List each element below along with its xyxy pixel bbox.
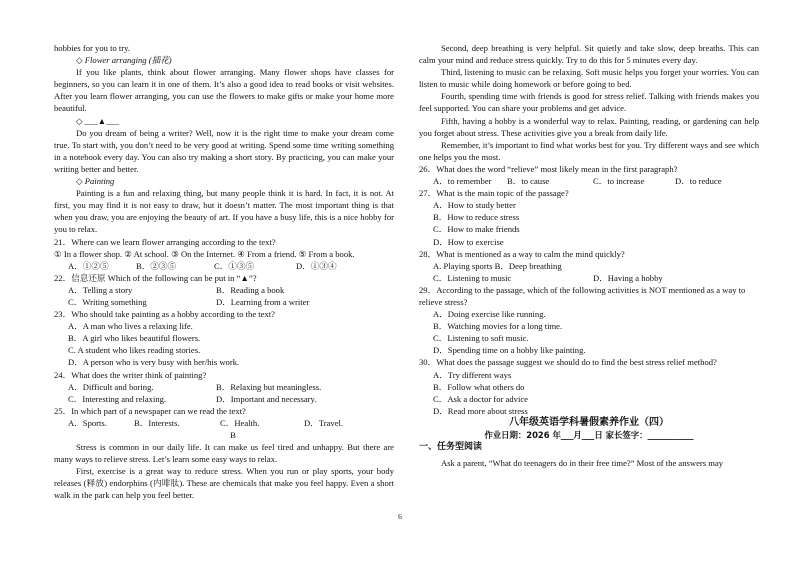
- paragraph: Ask a parent, “What do teenagers do in their free time?” Most of the answers may: [441, 458, 724, 469]
- question-24-options-row1: [54, 381, 394, 393]
- question-23: 23．Who should take painting as a hobby according to the text?: [54, 309, 275, 320]
- option-b: B．Relaxing but meaningless.: [216, 381, 322, 392]
- option-d: D．Important and necessary.: [216, 393, 317, 404]
- option-d: D．Spending time on a hobby like painting.: [433, 345, 586, 356]
- homework-title: 八年级英语学科暑假素养作业（四）: [509, 416, 669, 428]
- question-28-options-row2: [419, 272, 759, 284]
- question-24-options-row2: [54, 393, 394, 405]
- question-21-list: ① In a flower shop. ② At school. ③ On the Internet. ④ From a friend. ⑤ From a book.: [54, 248, 355, 259]
- question-25-options: [54, 417, 394, 429]
- left-column: [54, 42, 394, 502]
- question-28: 28．What is mentioned as a way to calm the mind quickly?: [419, 248, 625, 259]
- option-c: C．Listening to soft music.: [433, 333, 529, 344]
- section-heading: 一、任务型阅读: [419, 442, 483, 453]
- question-24: 24．What does the writer think of painting?: [54, 369, 207, 380]
- paragraph: Fifth, having a hobby is a wonderful way to relax. Painting, reading, or gardening can help you forget about stress. These activities give you a break from daily life.: [419, 115, 759, 138]
- subheading-blank: ◇ ___▲___: [76, 115, 120, 126]
- option-c: C．Listening to music: [433, 272, 512, 283]
- option-c: C．①③⑤: [214, 260, 255, 271]
- paragraph: Painting is a fun and relaxing thing, but many people think it is hard. In fact, it is not. At first, you may find it is not easy to draw, but it doesn’t matter. The most important thing is that when you draw, you are enjoying the beauty of art. If you have a busy life, this is a nice hobby for you to relax.: [54, 188, 394, 235]
- paragraph: Fourth, spending time with friends is good for stress relief. Talking with friends makes you feel supported. You can share your problems and get advice.: [419, 91, 759, 114]
- homework-info: 作业日期：2026 年___月___日 家长签字：___________: [484, 430, 694, 440]
- option-b: B．Reading a book: [216, 284, 285, 295]
- question-26: 26．What does the word “relieve” most likely mean in the first paragraph?: [419, 163, 678, 174]
- option-b: B．Interests.: [134, 417, 180, 428]
- option-d: D．How to exercise: [433, 236, 504, 247]
- question-22-options-row2: [54, 296, 394, 308]
- paragraph: If you like plants, think about flower arranging. Many flower shops have classes for beginners, so you can learn it in one of them. It’s also a good idea to read books or visit websites. After you learn flower arranging, you can use the flowers to make gifts or make your home more beautiful.: [54, 67, 394, 114]
- question-22-options-row1: [54, 284, 394, 296]
- question-21-options: [54, 260, 394, 272]
- question-22: 22．信息还原 Which of the following can be put in “▲”?: [54, 272, 257, 283]
- option-a: A．Difficult and boring.: [68, 381, 154, 392]
- option-c: C．to increase: [593, 176, 645, 187]
- option-a: A．Doing exercise like running.: [433, 309, 546, 320]
- option-c: C．Writing something: [68, 296, 147, 307]
- paragraph: Second, deep breathing is very helpful. Sit quietly and take slow, deep breaths. This can calm your mind and reduce stress quickly. Try to do this for 5 minutes every day.: [419, 43, 759, 66]
- option-c: C．Interesting and relaxing.: [68, 393, 167, 404]
- option-b: B．②③⑤: [136, 260, 177, 271]
- paragraph: Stress is common in our daily life. It can make us feel tired and unhappy. But there are many ways to relieve stress. Let’s learn some easy ways to relax.: [54, 442, 394, 465]
- subheading-flower-arranging: ◇ Flower arranging (插花): [76, 55, 172, 66]
- paragraph: Third, listening to music can be relaxing. Soft music helps you forget your worries. You can listen to music while doing homework or before going to bed.: [419, 67, 759, 90]
- question-21: 21．Where can we learn flower arranging according to the text?: [54, 236, 276, 247]
- question-30: 30．What does the passage suggest we should do to find the best stress relief method?: [419, 357, 717, 368]
- option-c: C．How to make friends: [433, 224, 520, 235]
- text-line: hobbies for you to try.: [54, 43, 131, 53]
- option-c: C．Health.: [220, 417, 260, 428]
- option-a: A．to remember: [433, 176, 492, 187]
- option-a: A．Telling a story: [68, 284, 133, 295]
- option-d: D．Read more about stress: [433, 405, 528, 416]
- option-a: A．①②⑤: [68, 260, 109, 271]
- option-b: B．to cause: [507, 176, 550, 187]
- question-26-options: [419, 175, 759, 187]
- right-column: [419, 42, 759, 469]
- paragraph: Do you dream of being a writer? Well, now it is the right time to make your dream come true. To start with, you don’t need to be very good at writing. Spend some time writing something in a notebook every day. You can also try making a short story. By practicing, you can make your writing better and better.: [54, 127, 394, 174]
- option-c: C．Ask a doctor for advice: [433, 393, 528, 404]
- option-d: D．A person who is very busy with her/his work.: [68, 357, 240, 368]
- subheading-painting: ◇ Painting: [76, 176, 115, 187]
- question-25: 25．In which part of a newspaper can we read the text?: [54, 405, 246, 416]
- option-b: B．Watching movies for a long time.: [433, 321, 563, 332]
- option-d: D．①③④: [296, 260, 337, 271]
- option-b: B．A girl who likes beautiful flowers.: [68, 333, 201, 344]
- option-a: A．Sports.: [68, 417, 107, 428]
- option-a: A．How to study better: [433, 200, 516, 211]
- option-a: A．A man who lives a relaxing life.: [68, 321, 193, 332]
- option-d: D．Learning from a writer: [216, 296, 310, 307]
- paragraph: First, exercise is a great way to reduce stress. When you run or play sports, your body releases (释放) endorphins (内啡肽). These are chemicals that make you feel happy. Even a short walk in the park can help you feel better.: [54, 466, 394, 501]
- paragraph: Remember, it’s important to find what works best for you. Try different ways and see which one helps you the most.: [419, 139, 759, 162]
- section-label-b: B: [230, 430, 236, 440]
- option-b: B．How to reduce stress: [433, 212, 520, 223]
- page-number: 6: [398, 512, 402, 521]
- question-28-options-row1: A. Playing sports B．Deep breathing: [433, 260, 562, 271]
- option-d: D．Having a hobby: [593, 272, 663, 283]
- option-d: D．to reduce: [675, 176, 722, 187]
- option-b: B．Follow what others do: [433, 381, 525, 392]
- option-c: C. A student who likes reading stories.: [68, 345, 201, 356]
- question-27: 27．What is the main topic of the passage?: [419, 188, 569, 199]
- option-d: D．Travel.: [304, 417, 344, 428]
- question-29: 29．According to the passage, which of the following activities is NOT mentioned as a way to relieve stress?: [419, 284, 746, 307]
- option-a: A．Try different ways: [433, 369, 512, 380]
